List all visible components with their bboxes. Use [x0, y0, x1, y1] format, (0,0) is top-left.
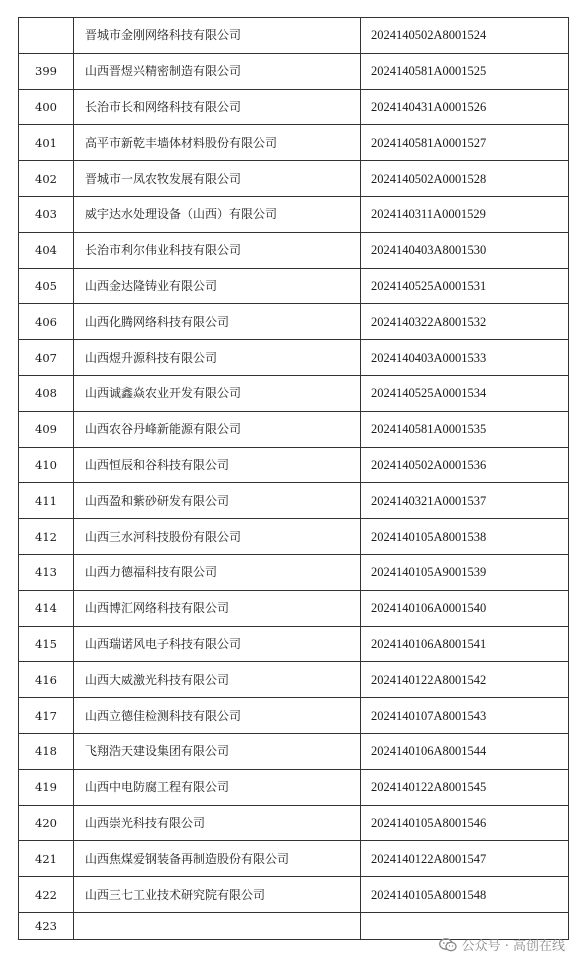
registration-code: 2024140106A8001544 — [361, 733, 569, 769]
row-number: 413 — [19, 554, 74, 590]
row-number: 415 — [19, 626, 74, 662]
row-number: 408 — [19, 375, 74, 411]
table-row — [19, 483, 569, 519]
table-row — [19, 411, 569, 447]
row-number: 409 — [19, 411, 74, 447]
table-row — [19, 125, 569, 161]
row-number: 414 — [19, 590, 74, 626]
company-name — [74, 912, 361, 939]
row-number: 416 — [19, 662, 74, 698]
table-row — [19, 877, 569, 913]
registration-code: 2024140403A0001533 — [361, 340, 569, 376]
company-name: 晋城市金刚网络科技有限公司 — [74, 18, 361, 54]
table-row — [19, 304, 569, 340]
row-number: 400 — [19, 89, 74, 125]
table-row — [19, 89, 569, 125]
watermark-text: 公众号 · 高创在线 — [461, 939, 565, 954]
registration-code: 2024140122A8001547 — [361, 841, 569, 877]
company-name: 飞翔浩天建设集团有限公司 — [74, 733, 361, 769]
company-name: 山西博汇网络科技有限公司 — [74, 590, 361, 626]
registration-code: 2024140502A8001524 — [361, 18, 569, 54]
company-name: 山西诚鑫焱农业开发有限公司 — [74, 375, 361, 411]
registration-code: 2024140431A0001526 — [361, 89, 569, 125]
row-number: 410 — [19, 447, 74, 483]
table-row — [19, 268, 569, 304]
company-name: 威宇达水处理设备（山西）有限公司 — [74, 196, 361, 232]
registration-code: 2024140581A0001535 — [361, 411, 569, 447]
row-number: 419 — [19, 769, 74, 805]
company-name: 山西瑞诺风电子科技有限公司 — [74, 626, 361, 662]
enterprise-list-table — [18, 17, 569, 940]
company-name: 山西中电防腐工程有限公司 — [74, 769, 361, 805]
table-row — [19, 662, 569, 698]
company-name: 山西晋煜兴精密制造有限公司 — [74, 53, 361, 89]
registration-code: 2024140502A0001528 — [361, 161, 569, 197]
registration-code: 2024140525A0001531 — [361, 268, 569, 304]
table-row — [19, 733, 569, 769]
company-name: 山西化腾网络科技有限公司 — [74, 304, 361, 340]
registration-code: 2024140106A0001540 — [361, 590, 569, 626]
watermark — [439, 935, 565, 954]
table-row — [19, 232, 569, 268]
registration-code: 2024140403A8001530 — [361, 232, 569, 268]
company-name: 山西盈和紫砂研发有限公司 — [74, 483, 361, 519]
company-name: 高平市新乾丰墙体材料股份有限公司 — [74, 125, 361, 161]
registration-code: 2024140122A8001545 — [361, 769, 569, 805]
row-number: 421 — [19, 841, 74, 877]
company-name: 山西恒辰和谷科技有限公司 — [74, 447, 361, 483]
table-row — [19, 841, 569, 877]
company-name: 山西三水河科技股份有限公司 — [74, 519, 361, 555]
row-number: 422 — [19, 877, 74, 913]
company-name: 山西力德福科技有限公司 — [74, 554, 361, 590]
row-number: 418 — [19, 733, 74, 769]
row-number: 401 — [19, 125, 74, 161]
table-row — [19, 196, 569, 232]
row-number: 420 — [19, 805, 74, 841]
registration-code: 2024140321A0001537 — [361, 483, 569, 519]
row-number: 417 — [19, 698, 74, 734]
registration-code: 2024140581A0001525 — [361, 53, 569, 89]
registration-code: 2024140106A8001541 — [361, 626, 569, 662]
company-name: 山西农谷丹峰新能源有限公司 — [74, 411, 361, 447]
registration-code: 2024140105A8001538 — [361, 519, 569, 555]
table-row — [19, 805, 569, 841]
table-row — [19, 590, 569, 626]
table-row — [19, 447, 569, 483]
table-row — [19, 626, 569, 662]
row-number: 405 — [19, 268, 74, 304]
row-number: 402 — [19, 161, 74, 197]
row-number: 403 — [19, 196, 74, 232]
registration-code: 2024140122A8001542 — [361, 662, 569, 698]
registration-code: 2024140105A8001546 — [361, 805, 569, 841]
registration-code: 2024140105A9001539 — [361, 554, 569, 590]
wechat-official-account-icon — [439, 938, 457, 952]
row-number: 411 — [19, 483, 74, 519]
table-row — [19, 519, 569, 555]
company-name: 长治市利尔伟业科技有限公司 — [74, 232, 361, 268]
registration-code: 2024140322A8001532 — [361, 304, 569, 340]
registration-code: 2024140105A8001548 — [361, 877, 569, 913]
row-number — [19, 18, 74, 54]
row-number: 412 — [19, 519, 74, 555]
registration-code: 2024140311A0001529 — [361, 196, 569, 232]
company-name: 山西三七工业技术研究院有限公司 — [74, 877, 361, 913]
company-name: 晋城市一凤农牧发展有限公司 — [74, 161, 361, 197]
registration-code: 2024140502A0001536 — [361, 447, 569, 483]
company-name: 山西焦煤爱钢装备再制造股份有限公司 — [74, 841, 361, 877]
table-body — [19, 18, 569, 940]
registration-code: 2024140581A0001527 — [361, 125, 569, 161]
table-row — [19, 698, 569, 734]
registration-code: 2024140107A8001543 — [361, 698, 569, 734]
table-row — [19, 18, 569, 54]
table-row — [19, 769, 569, 805]
company-name: 山西立德佳检测科技有限公司 — [74, 698, 361, 734]
table-row — [19, 53, 569, 89]
table-row — [19, 340, 569, 376]
row-number: 423 — [19, 912, 74, 939]
row-number: 406 — [19, 304, 74, 340]
registration-code: 2024140525A0001534 — [361, 375, 569, 411]
company-name: 山西大威激光科技有限公司 — [74, 662, 361, 698]
row-number: 404 — [19, 232, 74, 268]
company-name: 山西煜升源科技有限公司 — [74, 340, 361, 376]
table-row — [19, 375, 569, 411]
company-name: 长治市长和网络科技有限公司 — [74, 89, 361, 125]
company-name: 山西崇光科技有限公司 — [74, 805, 361, 841]
table-row — [19, 161, 569, 197]
row-number: 407 — [19, 340, 74, 376]
row-number: 399 — [19, 53, 74, 89]
company-name: 山西金达隆铸业有限公司 — [74, 268, 361, 304]
table-row — [19, 554, 569, 590]
